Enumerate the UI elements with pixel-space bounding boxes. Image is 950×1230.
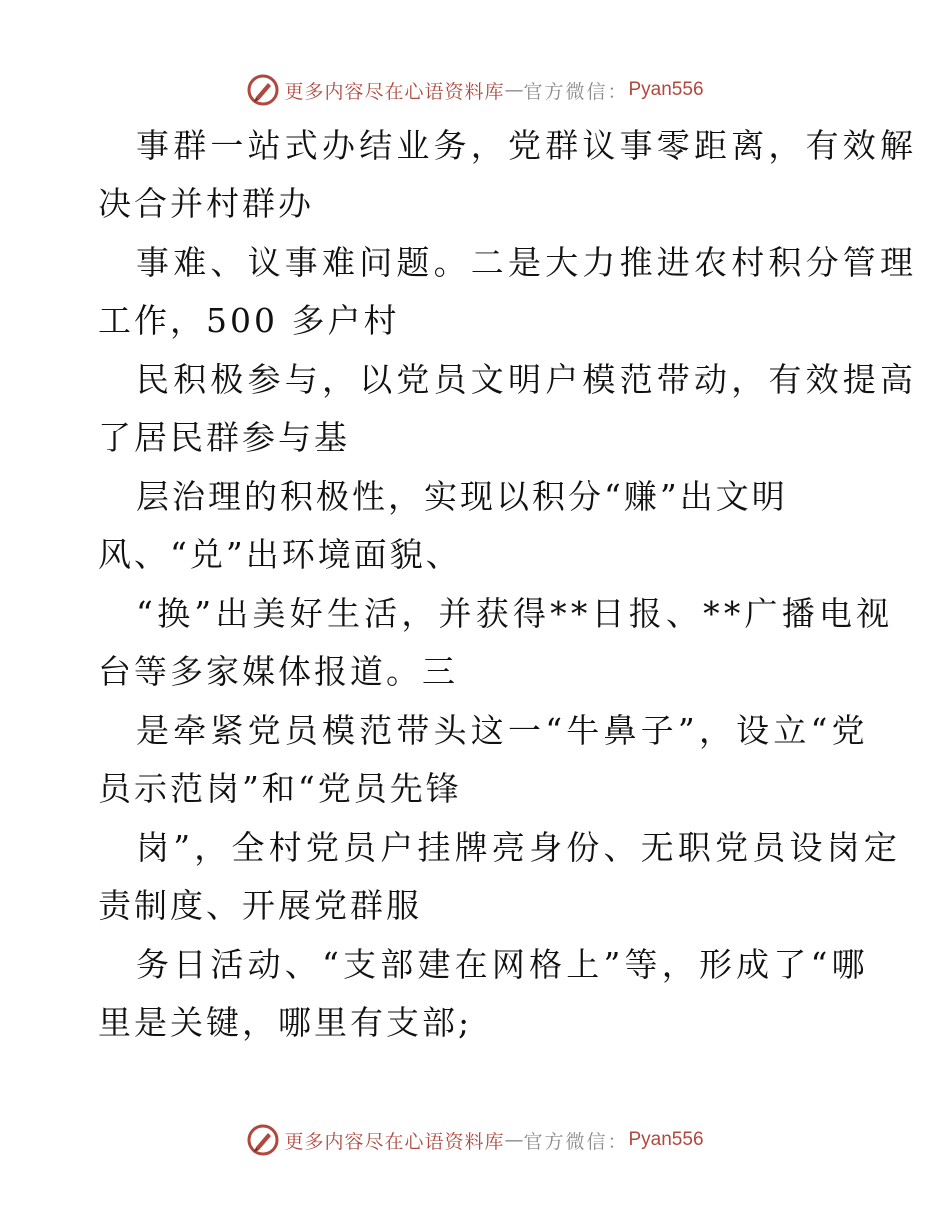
pen-logo-icon [246, 1123, 280, 1157]
banner-dash: — [504, 1129, 524, 1151]
paragraph-4-line-2: 风、“兑”出环境面貌、 [98, 535, 462, 574]
banner-wechat-label: 官方微信： [523, 80, 629, 103]
banner-wechat-id: Pyan556 [628, 1129, 704, 1150]
paragraph-7-line-2: 责制度、开展党群服 [98, 886, 422, 925]
banner-wechat-label: 官方微信： [523, 1130, 629, 1153]
banner-dash: — [504, 79, 524, 101]
paragraph-5-line-1: “换”出美好生活，并获得**日报、**广播电视 [136, 594, 894, 633]
paragraph-7-line-1: 岗”，全村党员户挂牌亮身份、无职党员设岗定 [136, 828, 902, 867]
pen-logo-icon [246, 73, 280, 107]
paragraph-4-line-1: 层治理的积极性，实现以积分“赚”出文明 [136, 477, 788, 516]
banner-wechat-id: Pyan556 [628, 79, 704, 100]
footer-watermark-banner [0, 1120, 950, 1160]
paragraph-3-line-1: 民积极参与，以党员文明户模范带动，有效提高 [136, 360, 918, 399]
paragraph-2-line-2: 工作，500 多户村 [98, 301, 400, 340]
paragraph-2-line-1: 事难、议事难问题。二是大力推进农村积分管理 [136, 243, 918, 282]
paragraph-6-line-2: 员示范岗”和“党员先锋 [98, 769, 462, 808]
banner-text: 更多内容尽在心语资料库 [284, 1130, 505, 1153]
paragraph-1-line-1: 事群一站式办结业务，党群议事零距离，有效解 [136, 126, 918, 165]
paragraph-8-line-2: 里是关键，哪里有支部; [98, 1003, 473, 1042]
paragraph-6-line-1: 是牵紧党员模范带头这一“牛鼻子”，设立“党 [136, 711, 869, 750]
banner-text: 更多内容尽在心语资料库 [284, 80, 505, 103]
paragraph-5-line-2: 台等多家媒体报道。三 [98, 652, 458, 691]
paragraph-8-line-1: 务日活动、“支部建在网格上”等，形成了“哪 [136, 945, 869, 984]
paragraph-1-line-2: 决合并村群办 [98, 184, 314, 223]
paragraph-3-line-2: 了居民群参与基 [98, 418, 350, 457]
header-watermark-banner [0, 70, 950, 110]
